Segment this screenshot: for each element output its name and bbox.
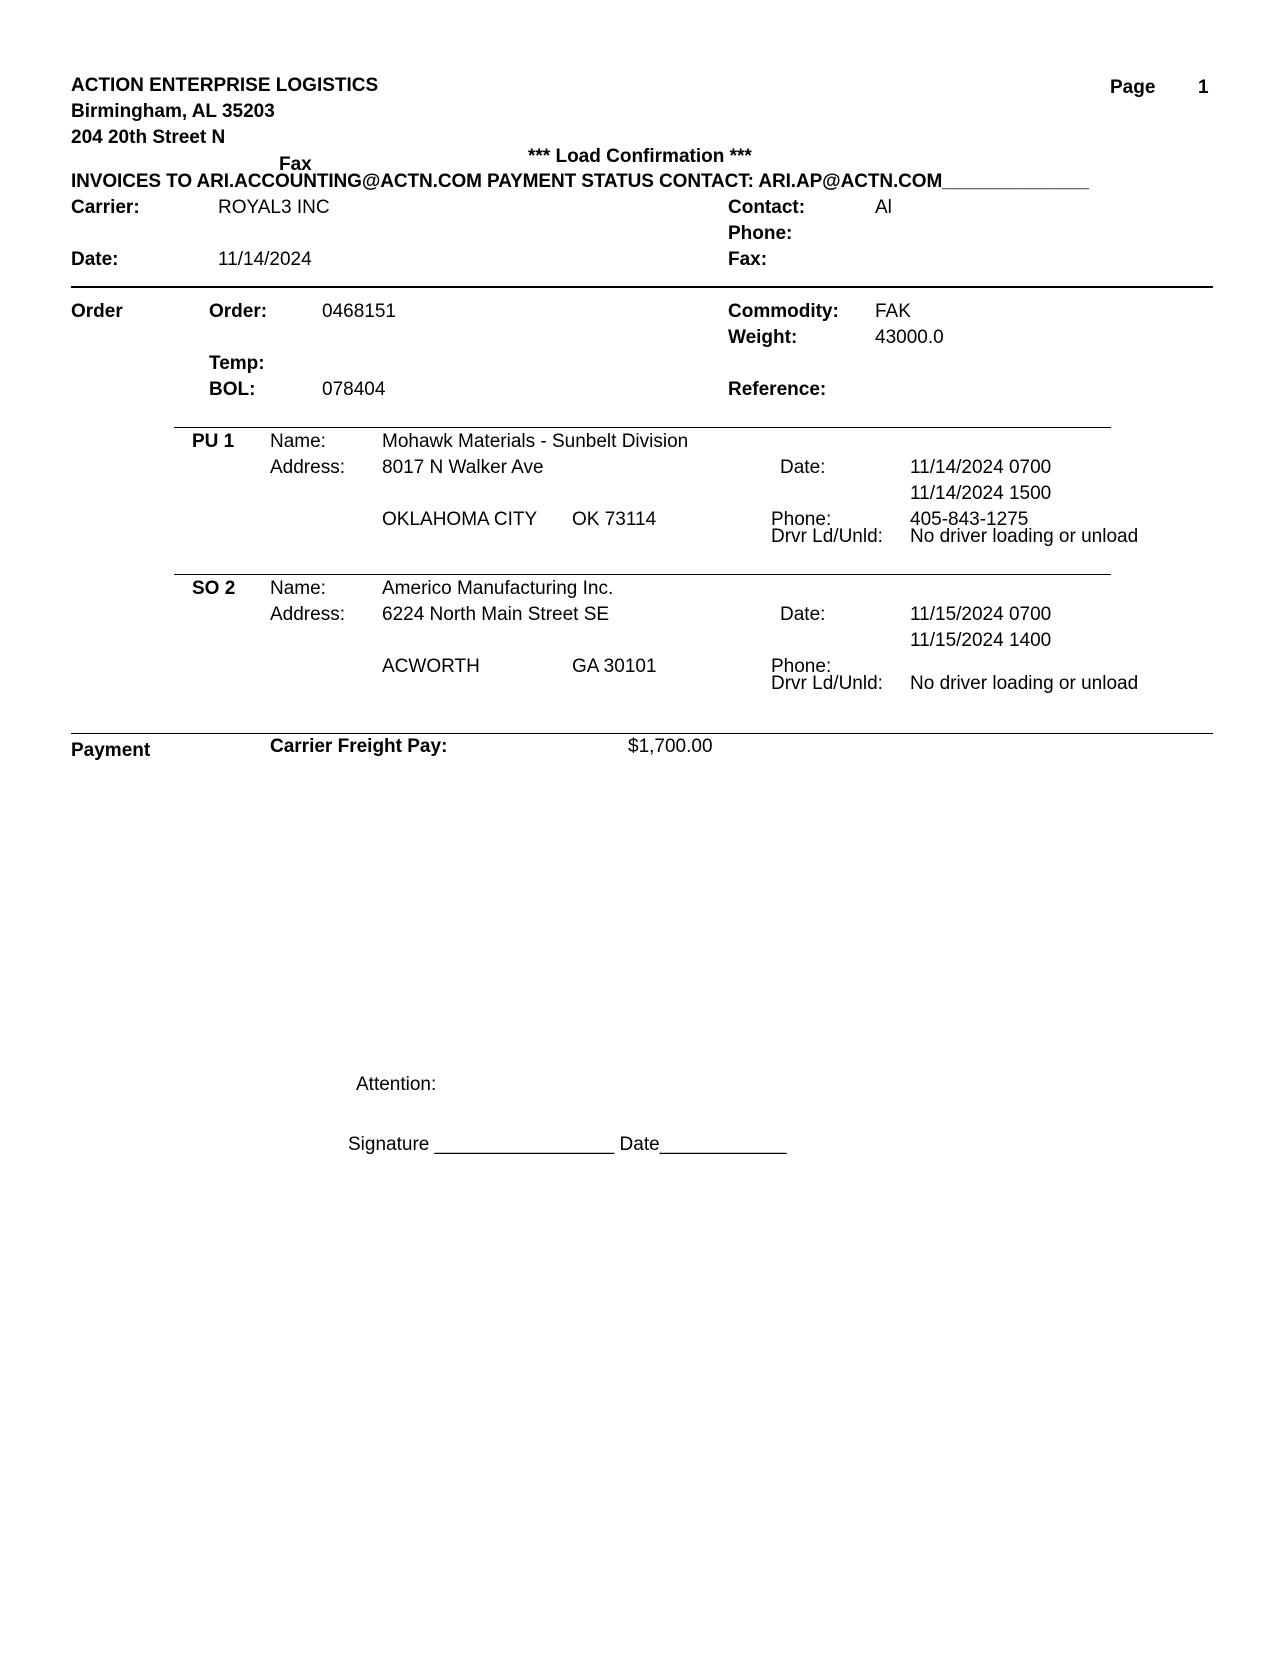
commodity-label: Commodity: <box>728 301 839 322</box>
stop-name: Mohawk Materials - Sunbelt Division <box>382 431 689 452</box>
stop-name: Americo Manufacturing Inc. <box>382 578 614 599</box>
contact-value: Al <box>875 197 892 218</box>
page-number: 1 <box>1198 77 1209 98</box>
stop-city: ACWORTH <box>382 656 480 677</box>
stop-phone-label: Phone: <box>771 509 832 530</box>
stop-divider <box>174 427 1111 428</box>
stop-name-label: Name: <box>270 578 326 599</box>
stop-state-zip: OK 73114 <box>572 509 657 530</box>
stop-city: OKLAHOMA CITY <box>382 509 538 530</box>
carrier-divider <box>71 286 1213 288</box>
stop-drvr: No driver loading or unload <box>910 673 1139 694</box>
phone-label: Phone: <box>728 223 793 244</box>
fax-label: Fax: <box>728 249 768 270</box>
stop-state-zip: GA 30101 <box>572 656 657 677</box>
date-label: Date: <box>71 249 119 270</box>
stop-address: 8017 N Walker Ave <box>382 457 544 478</box>
date-value: 11/14/2024 <box>218 249 312 270</box>
company-street: 204 20th Street N <box>71 127 226 148</box>
commodity-value: FAK <box>875 301 911 322</box>
carrier-value: ROYAL3 INC <box>218 197 330 218</box>
stop-phone: 405-843-1275 <box>910 509 1029 530</box>
reference-label: Reference: <box>728 379 827 400</box>
stop-address-label: Address: <box>270 604 345 625</box>
stop-address: 6224 North Main Street SE <box>382 604 610 625</box>
freight-pay-label: Carrier Freight Pay: <box>270 736 448 757</box>
stop-date-from: 11/14/2024 0700 <box>910 457 1052 478</box>
stop-date-to: 11/15/2024 1400 <box>910 630 1052 651</box>
stop-date-to: 11/14/2024 1500 <box>910 483 1052 504</box>
company-name: ACTION ENTERPRISE LOGISTICS <box>71 75 379 96</box>
temp-label: Temp: <box>209 353 265 374</box>
stop-drvr-label: Drvr Ld/Unld: <box>771 673 883 694</box>
carrier-label: Carrier: <box>71 197 140 218</box>
invoice-notice: INVOICES TO ARI.ACCOUNTING@ACTN.COM PAYMENT STATUS CONTACT: ARI.AP@ACTN.COM______________ <box>71 171 1089 192</box>
bol-label: BOL: <box>209 379 256 400</box>
order-number: 0468151 <box>322 301 396 322</box>
stop-address-label: Address: <box>270 457 345 478</box>
contact-label: Contact: <box>728 197 806 218</box>
order-label: Order: <box>209 301 268 322</box>
stop-date-label: Date: <box>780 604 826 625</box>
stop-drvr: No driver loading or unload <box>910 526 1139 547</box>
payment-divider <box>71 733 1213 734</box>
stop-divider <box>174 574 1111 575</box>
payment-section-label: Payment <box>71 740 151 761</box>
signature-line[interactable]: Signature _________________ Date____________ <box>348 1134 787 1155</box>
header-fax-label: Fax <box>279 154 312 175</box>
stop-name-label: Name: <box>270 431 326 452</box>
bol-number: 078404 <box>322 379 386 400</box>
weight-value: 43000.0 <box>875 327 944 348</box>
page-label: Page <box>1110 77 1156 98</box>
stop-drvr-label: Drvr Ld/Unld: <box>771 526 883 547</box>
freight-pay-amount: $1,700.00 <box>628 736 713 757</box>
stop-code: SO 2 <box>192 578 236 599</box>
attention-label: Attention: <box>356 1074 437 1095</box>
stop-date-from: 11/15/2024 0700 <box>910 604 1052 625</box>
company-city: Birmingham, AL 35203 <box>71 101 275 122</box>
weight-label: Weight: <box>728 327 798 348</box>
order-section-label: Order <box>71 301 123 322</box>
stop-date-label: Date: <box>780 457 826 478</box>
stop-phone-label: Phone: <box>771 656 832 677</box>
stop-code: PU 1 <box>192 431 235 452</box>
document-title: *** Load Confirmation *** <box>528 146 752 167</box>
